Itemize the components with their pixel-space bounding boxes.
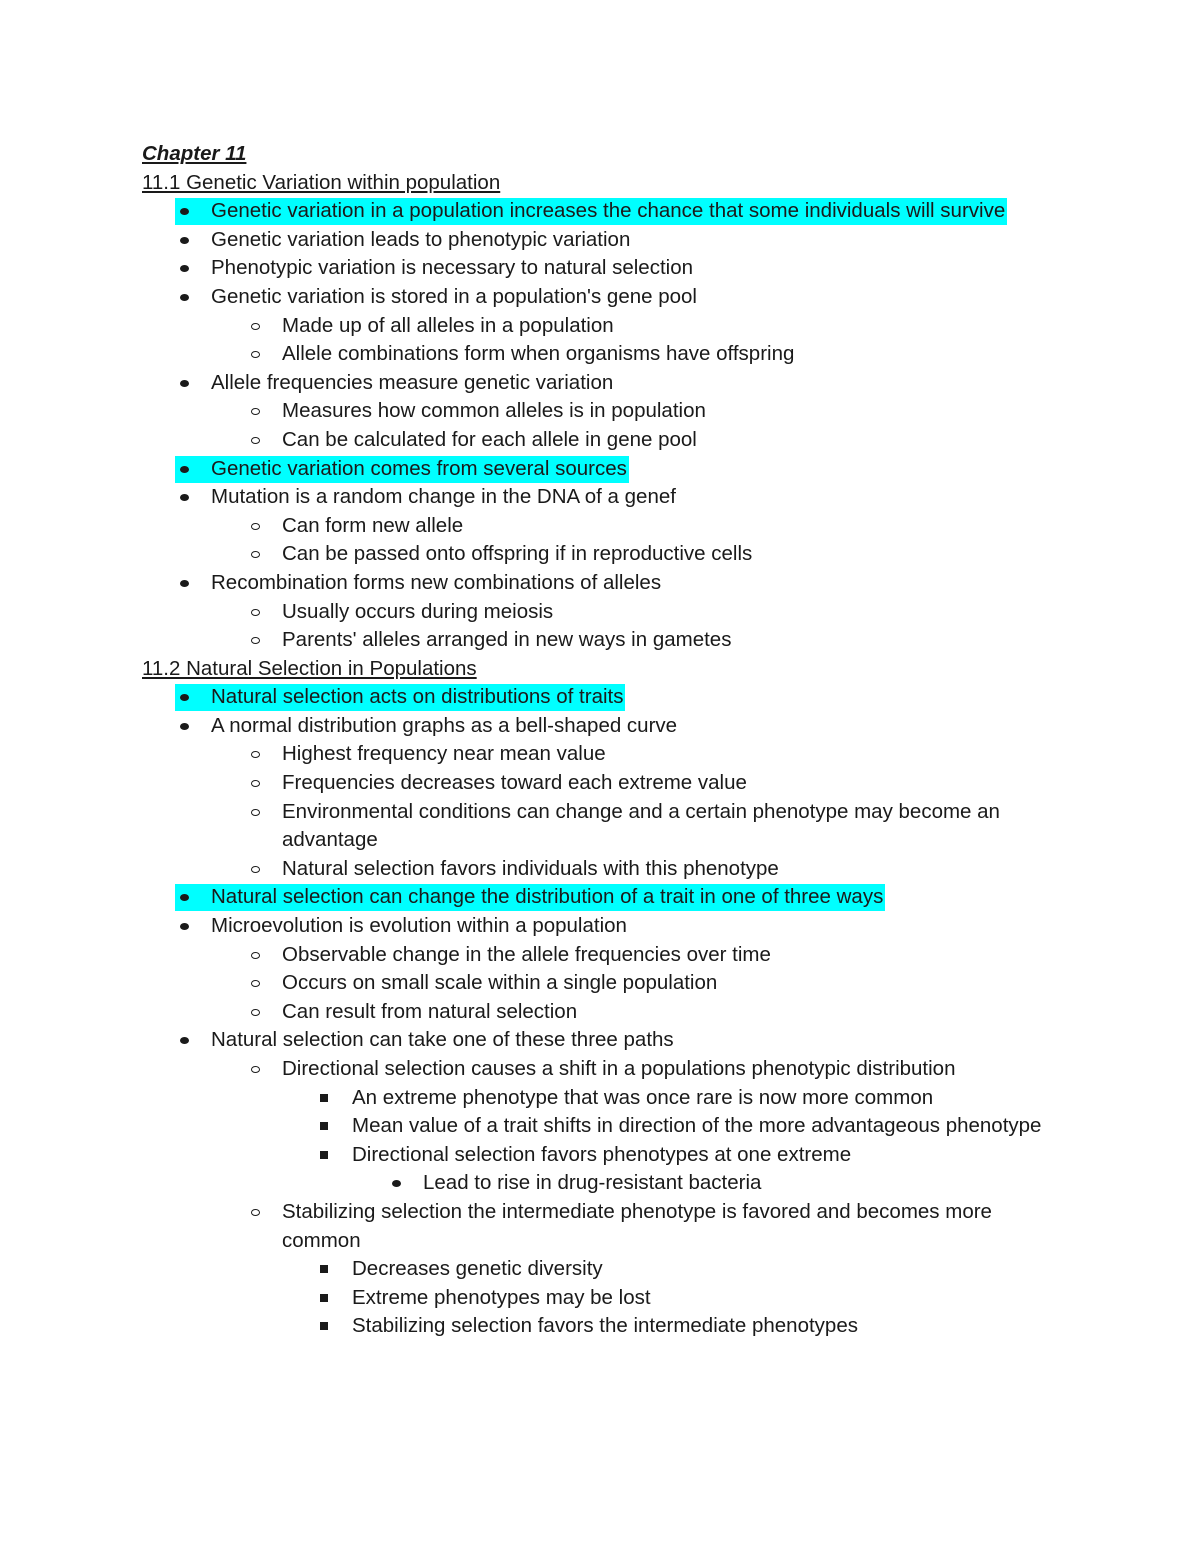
list-item-row [352, 1084, 1062, 1113]
list-item-row [211, 369, 1062, 398]
bullet-list-level-1 [142, 683, 1062, 1341]
list-item-row [282, 998, 1062, 1027]
list-item-text: Occurs on small scale within a single population [282, 971, 718, 995]
list-item [352, 1284, 1062, 1313]
list-item-text: An extreme phenotype that was once rare is now more common [352, 1085, 934, 1109]
list-item-text: Stabilizing selection favors the intermediate phenotypes [352, 1314, 858, 1338]
list-item [211, 912, 1062, 1026]
bullet-list-level-3 [282, 1084, 1062, 1198]
list-item-row [352, 1255, 1062, 1284]
list-item-text: Mutation is a random change in the DNA of a genef [211, 485, 676, 509]
list-item-row [211, 197, 1062, 226]
list-item [352, 1112, 1062, 1141]
list-item-row [282, 540, 1062, 569]
list-item-row [282, 798, 1062, 855]
list-item-text: Environmental conditions can change and a certain phenotype may become an advantage [282, 799, 1000, 852]
list-item-row [282, 1055, 1062, 1084]
list-item-row [352, 1112, 1062, 1141]
list-item [282, 941, 1062, 970]
list-item-text: Observable change in the allele frequencies over time [282, 942, 771, 966]
list-item-row [282, 969, 1062, 998]
list-item-text: Can be calculated for each allele in gene pool [282, 427, 697, 451]
list-item-text: Natural selection favors individuals with this phenotype [282, 856, 779, 880]
list-item-text: Genetic variation is stored in a population's gene pool [211, 284, 697, 308]
list-item-text: Lead to rise in drug-resistant bacteria [423, 1171, 762, 1195]
list-item-row [211, 254, 1062, 283]
list-item [211, 712, 1062, 884]
list-item [282, 998, 1062, 1027]
list-item [282, 426, 1062, 455]
list-item-text: Natural selection can change the distribution of a trait in one of three ways [211, 885, 884, 909]
list-item [282, 512, 1062, 541]
list-item-row [282, 1198, 1062, 1255]
list-item-text: Can be passed onto offspring if in reproductive cells [282, 542, 753, 566]
list-item-text: Can form new allele [282, 513, 464, 537]
list-item-row [282, 941, 1062, 970]
bullet-list-level-2 [211, 941, 1062, 1027]
list-item-row [282, 769, 1062, 798]
bullet-list-level-2 [211, 1055, 1062, 1341]
list-item-text: Genetic variation leads to phenotypic variation [211, 227, 631, 251]
list-item-row [282, 340, 1062, 369]
highlighted-list-item [211, 883, 1062, 912]
list-item [282, 855, 1062, 884]
section-heading: 11.1 Genetic Variation within population [142, 170, 501, 194]
list-item [282, 1055, 1062, 1198]
list-item-row [211, 226, 1062, 255]
list-item-row [282, 598, 1062, 627]
highlighted-list-item [211, 683, 1062, 712]
list-item [211, 254, 1062, 283]
list-item-row [211, 569, 1062, 598]
list-item-row [211, 712, 1062, 741]
list-item [282, 340, 1062, 369]
list-item-text: Mean value of a trait shifts in direction of the more advantageous phenotype [352, 1114, 1042, 1138]
list-item [211, 369, 1062, 455]
list-item [423, 1169, 1062, 1198]
list-item [211, 1026, 1062, 1341]
list-item-text: Parents' alleles arranged in new ways in gametes [282, 628, 732, 652]
list-item-text: Usually occurs during meiosis [282, 599, 554, 623]
list-item-row [211, 883, 1062, 912]
list-item [282, 598, 1062, 627]
list-item [282, 769, 1062, 798]
list-item-text: Allele combinations form when organisms have offspring [282, 342, 795, 366]
list-item [352, 1084, 1062, 1113]
list-item-text: Natural selection can take one of these three paths [211, 1028, 674, 1052]
bullet-list-level-2 [211, 397, 1062, 454]
list-item-row [211, 283, 1062, 312]
highlighted-list-item [211, 455, 1062, 484]
list-item-text: Phenotypic variation is necessary to natural selection [211, 256, 694, 280]
list-item-text: Decreases genetic diversity [352, 1257, 603, 1281]
list-item-text: A normal distribution graphs as a bell-shaped curve [211, 713, 678, 737]
list-item-text: Genetic variation comes from several sources [211, 456, 627, 480]
list-item [352, 1255, 1062, 1284]
list-item [282, 1198, 1062, 1341]
list-item-row [352, 1312, 1062, 1341]
list-item-row [282, 626, 1062, 655]
list-item-row [282, 397, 1062, 426]
bullet-list-level-2 [211, 312, 1062, 369]
list-item [282, 397, 1062, 426]
list-item-text: Can result from natural selection [282, 999, 578, 1023]
list-item-text: Allele frequencies measure genetic variation [211, 370, 614, 394]
list-item-row [211, 455, 1062, 484]
list-item [211, 569, 1062, 655]
list-item-text: Highest frequency near mean value [282, 742, 606, 766]
list-item-row [282, 855, 1062, 884]
list-item-text: Made up of all alleles in a population [282, 313, 614, 337]
list-item-row [423, 1169, 1062, 1198]
list-item-row [282, 312, 1062, 341]
section-heading: 11.2 Natural Selection in Populations [142, 656, 477, 680]
list-item-text: Measures how common alleles is in population [282, 399, 706, 423]
list-item-text: Microevolution is evolution within a population [211, 914, 627, 938]
sections-container [142, 169, 1062, 1341]
list-item-row [282, 740, 1062, 769]
list-item-text: Directional selection favors phenotypes at one extreme [352, 1142, 852, 1166]
list-item [211, 483, 1062, 569]
highlighted-list-item [211, 197, 1062, 226]
list-item-row [352, 1284, 1062, 1313]
list-item [282, 798, 1062, 855]
list-item-row [282, 512, 1062, 541]
list-item-row [211, 483, 1062, 512]
list-item-row [282, 426, 1062, 455]
bullet-list-level-1 [142, 197, 1062, 655]
list-item-text: Genetic variation in a population increases the chance that some individuals will survive [211, 199, 1006, 223]
list-item-text: Natural selection acts on distributions of traits [211, 685, 624, 709]
bullet-list-level-2 [211, 740, 1062, 883]
bullet-list-level-3 [282, 1255, 1062, 1341]
list-item-row [211, 683, 1062, 712]
chapter-title: Chapter 11 [142, 142, 247, 165]
list-item [282, 626, 1062, 655]
list-item [211, 283, 1062, 369]
list-item [282, 740, 1062, 769]
bullet-list-level-2 [211, 598, 1062, 655]
list-item [282, 312, 1062, 341]
bullet-list-level-4 [352, 1169, 1062, 1198]
list-item-text: Extreme phenotypes may be lost [352, 1285, 651, 1309]
bullet-list-level-2 [211, 512, 1062, 569]
list-item-text: Stabilizing selection the intermediate phenotype is favored and becomes more common [282, 1199, 992, 1252]
list-item-text: Recombination forms new combinations of alleles [211, 570, 662, 594]
list-item-row [211, 912, 1062, 941]
list-item-text: Frequencies decreases toward each extreme value [282, 771, 747, 795]
list-item [352, 1312, 1062, 1341]
list-item-row [211, 1026, 1062, 1055]
list-item [282, 540, 1062, 569]
notes-content [142, 140, 1062, 1341]
list-item [282, 969, 1062, 998]
list-item-text: Directional selection causes a shift in a populations phenotypic distribution [282, 1057, 956, 1080]
list-item [211, 226, 1062, 255]
list-item [352, 1141, 1062, 1198]
list-item-row [352, 1141, 1062, 1170]
